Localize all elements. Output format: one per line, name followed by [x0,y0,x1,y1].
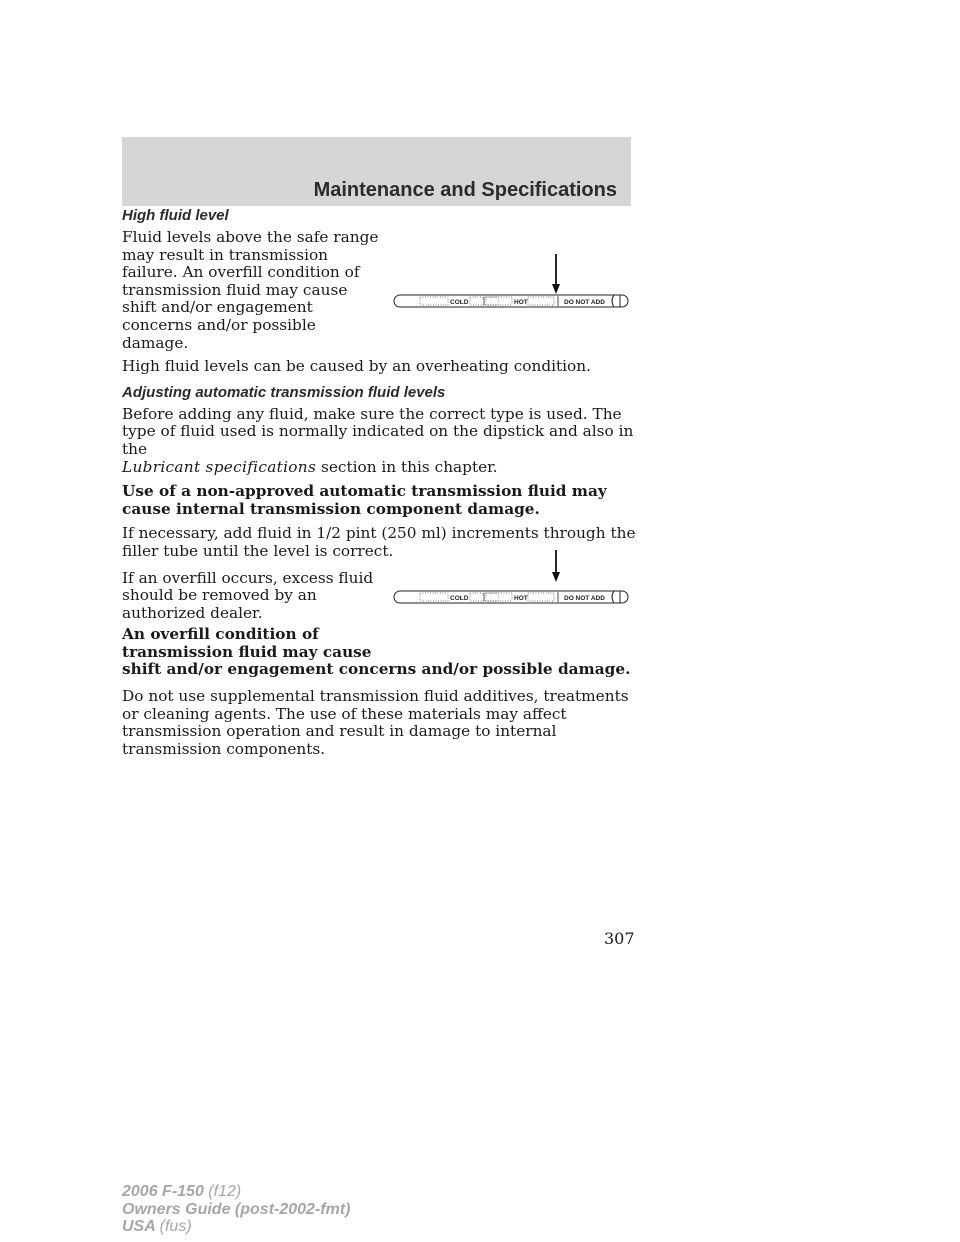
overfill-warning-line1: An overfill condition of transmission fluid may cause [122,625,372,661]
document-footer [122,1183,350,1236]
footer-model-code: (f12) [208,1183,242,1200]
section-title: Maintenance and Specifications [313,179,617,201]
do-not-add-label: DO NOT ADD [564,299,605,306]
dipstick-high-level-illustration [388,252,634,316]
adjusting-heading: Adjusting automatic transmission fluid levels [122,383,446,401]
footer-line-region [122,1218,350,1236]
footer-line-model [122,1183,350,1201]
fluid-type-text: Before adding any fluid, make sure the correct type is used. The type of fluid used is normally indicated on the dipstick and also in the [122,404,634,458]
level-pointer-arrowhead [552,284,560,294]
additives-paragraph: Do not use supplemental transmission fluid additives, treatments or cleaning agents. The use of these materials may affect transmission operation and result in damage to internal transmission components. [122,687,629,758]
hot-label: HOT [514,595,528,602]
section-header-band [122,137,631,206]
page-number: 307 [604,929,635,948]
footer-region-code: (fus) [159,1218,192,1236]
lubricant-specs-reference: Lubricant specifications [122,457,317,476]
dipstick-overfill-illustration [388,548,634,612]
overfill-warning [122,626,642,679]
fluid-type-text-end: section in this chapter. [320,457,498,476]
footer-region: USA [122,1218,156,1236]
hot-label: HOT [514,299,528,306]
overfill-warning-line2: shift and/or engagement concerns and/or possible damage. [122,660,631,679]
footer-model: 2006 F-150 [122,1183,204,1200]
overheating-paragraph: High fluid levels can be caused by an overheating condition. [122,357,591,376]
do-not-add-label: DO NOT ADD [564,595,605,602]
fluid-type-paragraph [122,406,642,476]
cold-label: COLD [450,595,469,602]
footer-guide: Owners Guide (post-2002-fmt) [122,1200,351,1218]
non-approved-fluid-warning: Use of a non-approved automatic transmission fluid may cause internal transmission component damage. [122,482,607,518]
level-pointer-arrowhead [552,572,560,582]
add-fluid-paragraph: If necessary, add fluid in 1/2 pint (250 ml) increments through the filler tube until the level is correct. [122,524,636,560]
cold-label: COLD [450,299,469,306]
high-fluid-paragraph: Fluid levels above the safe range may result in transmission failure. An overfill condition of transmission fluid may cause shift and/or engagement concerns and/or possible damage. [122,228,379,352]
high-fluid-heading: High fluid level [122,207,229,224]
overfill-paragraph: If an overfill occurs, excess fluid should be removed by an authorized dealer. [122,568,374,622]
